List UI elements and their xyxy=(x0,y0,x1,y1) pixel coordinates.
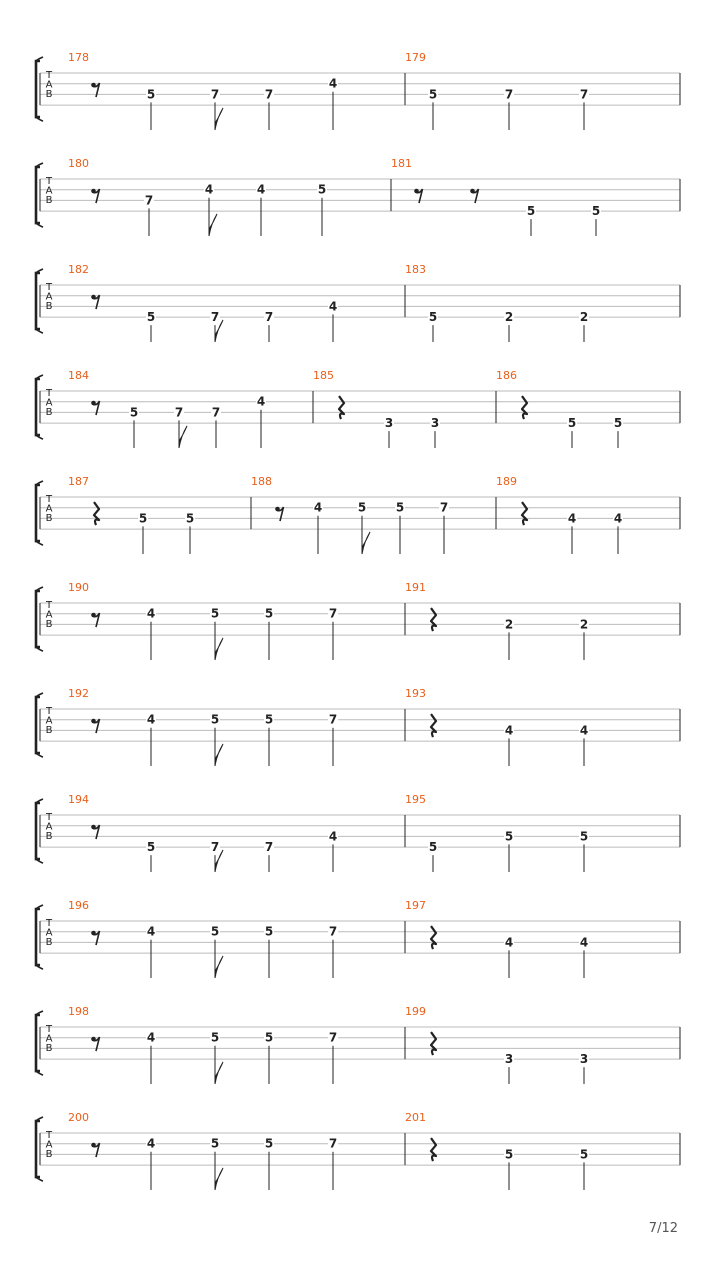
measure-number: 201 xyxy=(405,1111,426,1124)
fret-number: 4 xyxy=(579,935,589,950)
fret-number: 4 xyxy=(613,511,623,526)
note-flag xyxy=(215,638,223,660)
tab-clef-letter: B xyxy=(45,195,53,206)
measure-number: 192 xyxy=(68,687,89,700)
fret-number: 5 xyxy=(579,829,589,844)
tab-clef-letter: A xyxy=(45,715,53,727)
tab-clef-letter: A xyxy=(45,609,53,621)
tab-clef-letter: T xyxy=(45,706,53,717)
quarter-rest xyxy=(431,1032,436,1055)
eighth-rest xyxy=(470,189,478,203)
fret-number: 5 xyxy=(138,511,148,526)
tab-clef-letter: A xyxy=(45,1033,53,1045)
fret-number: 7 xyxy=(264,840,274,855)
system-bracket xyxy=(36,273,40,329)
measure-number: 197 xyxy=(405,899,426,912)
eighth-rest xyxy=(91,401,99,415)
note-flag xyxy=(215,1062,223,1084)
measure-number: 185 xyxy=(313,369,334,382)
tab-system xyxy=(36,687,680,766)
fret-number: 5 xyxy=(210,1136,220,1151)
tab-system xyxy=(36,581,680,660)
note-flag xyxy=(209,214,217,236)
fret-number: 5 xyxy=(613,416,623,431)
eighth-rest xyxy=(91,931,99,945)
fret-number: 5 xyxy=(264,1136,274,1151)
eighth-rest xyxy=(91,83,99,97)
fret-number: 4 xyxy=(146,606,156,621)
tab-clef-letter: B xyxy=(45,937,53,948)
tab-clef-letter: B xyxy=(45,725,53,736)
fret-number: 4 xyxy=(146,712,156,727)
fret-number: 4 xyxy=(567,511,577,526)
page-number: 7/12 xyxy=(648,1221,678,1236)
fret-number: 2 xyxy=(504,617,514,632)
eighth-rest xyxy=(275,507,283,521)
fret-number: 2 xyxy=(504,310,514,325)
fret-number: 5 xyxy=(146,310,156,325)
system-bracket xyxy=(36,1015,40,1071)
note-flag xyxy=(362,532,370,554)
measure-number: 179 xyxy=(405,51,426,64)
fret-number: 7 xyxy=(264,87,274,102)
fret-number: 4 xyxy=(328,76,338,91)
eighth-rest xyxy=(91,825,99,839)
tab-system xyxy=(36,475,680,554)
fret-number: 5 xyxy=(395,500,405,515)
system-bracket xyxy=(36,803,40,859)
measure-number: 195 xyxy=(405,793,426,806)
note-flag xyxy=(179,426,187,448)
tab-clef-letter: A xyxy=(45,79,53,91)
tab-system xyxy=(36,899,680,978)
measure-number: 184 xyxy=(68,369,89,382)
fret-number: 7 xyxy=(210,87,220,102)
fret-number: 5 xyxy=(591,204,601,219)
eighth-rest xyxy=(91,1143,99,1157)
system-bracket xyxy=(36,591,40,647)
system-bracket xyxy=(36,1121,40,1177)
system-bracket xyxy=(36,909,40,965)
fret-number: 7 xyxy=(579,87,589,102)
system-bracket xyxy=(36,697,40,753)
fret-number: 5 xyxy=(146,840,156,855)
fret-number: 7 xyxy=(504,87,514,102)
fret-number: 5 xyxy=(264,712,274,727)
measure-number: 194 xyxy=(68,793,89,806)
tab-clef-letter: A xyxy=(45,503,53,515)
tab-clef-letter: B xyxy=(45,513,53,524)
fret-number: 5 xyxy=(210,712,220,727)
fret-number: 4 xyxy=(204,182,214,197)
fret-number: 5 xyxy=(210,924,220,939)
tab-system xyxy=(36,263,680,342)
eighth-rest xyxy=(414,189,422,203)
fret-number: 5 xyxy=(526,204,536,219)
quarter-rest xyxy=(522,396,527,419)
measure-number: 187 xyxy=(68,475,89,488)
tab-clef-letter: T xyxy=(45,600,53,611)
tab-system xyxy=(36,1005,680,1084)
fret-number: 5 xyxy=(210,1030,220,1045)
fret-number: 7 xyxy=(174,405,184,420)
measure-number: 181 xyxy=(391,157,412,170)
fret-number: 3 xyxy=(504,1052,514,1067)
fret-number: 4 xyxy=(328,299,338,314)
quarter-rest xyxy=(431,926,436,949)
measure-number: 182 xyxy=(68,263,89,276)
fret-number: 7 xyxy=(328,1030,338,1045)
quarter-rest xyxy=(431,608,436,631)
fret-number: 3 xyxy=(430,416,440,431)
note-flag xyxy=(215,744,223,766)
fret-number: 7 xyxy=(264,310,274,325)
fret-number: 7 xyxy=(328,924,338,939)
quarter-rest xyxy=(94,502,99,525)
tab-clef-letter: T xyxy=(45,1024,53,1035)
system-bracket xyxy=(36,167,40,223)
fret-number: 5 xyxy=(129,405,139,420)
fret-number: 5 xyxy=(567,416,577,431)
fret-number: 7 xyxy=(439,500,449,515)
fret-number: 4 xyxy=(313,500,323,515)
measure-number: 191 xyxy=(405,581,426,594)
system-bracket xyxy=(36,379,40,435)
fret-number: 5 xyxy=(579,1147,589,1162)
tab-clef-letter: B xyxy=(45,89,53,100)
tab-clef-letter: B xyxy=(45,407,53,418)
tab-clef-letter: B xyxy=(45,619,53,630)
fret-number: 4 xyxy=(504,723,514,738)
fret-number: 2 xyxy=(579,617,589,632)
tab-clef-letter: B xyxy=(45,831,53,842)
measure-number: 178 xyxy=(68,51,89,64)
tab-clef-letter: T xyxy=(45,494,53,505)
measure-number: 200 xyxy=(68,1111,89,1124)
tab-clef-letter: T xyxy=(45,812,53,823)
fret-number: 7 xyxy=(211,405,221,420)
fret-number: 4 xyxy=(256,182,266,197)
system-bracket xyxy=(36,485,40,541)
eighth-rest xyxy=(91,295,99,309)
tab-clef-letter: T xyxy=(45,70,53,81)
tab-clef-letter: T xyxy=(45,176,53,187)
tab-clef-letter: T xyxy=(45,1130,53,1141)
measure-number: 198 xyxy=(68,1005,89,1018)
tab-clef-letter: T xyxy=(45,388,53,399)
note-flag xyxy=(215,956,223,978)
fret-number: 5 xyxy=(357,500,367,515)
tab-clef-letter: A xyxy=(45,1139,53,1151)
measure-number: 188 xyxy=(251,475,272,488)
fret-number: 5 xyxy=(504,829,514,844)
tab-system xyxy=(36,369,680,448)
measure-number: 180 xyxy=(68,157,89,170)
note-flag xyxy=(215,108,223,130)
fret-number: 5 xyxy=(504,1147,514,1162)
measure-number: 183 xyxy=(405,263,426,276)
tab-clef-letter: A xyxy=(45,927,53,939)
fret-number: 7 xyxy=(328,606,338,621)
measure-number: 189 xyxy=(496,475,517,488)
fret-number: 4 xyxy=(328,829,338,844)
tab-clef-letter: A xyxy=(45,397,53,409)
tab-clef-letter: B xyxy=(45,1149,53,1160)
tab-system xyxy=(36,51,680,130)
tab-clef-letter: B xyxy=(45,301,53,312)
fret-number: 4 xyxy=(256,394,266,409)
fret-number: 7 xyxy=(210,840,220,855)
tab-clef-letter: T xyxy=(45,918,53,929)
measure-number: 186 xyxy=(496,369,517,382)
quarter-rest xyxy=(431,714,436,737)
tab-clef-letter: A xyxy=(45,821,53,833)
fret-number: 4 xyxy=(579,723,589,738)
fret-number: 4 xyxy=(504,935,514,950)
eighth-rest xyxy=(91,1037,99,1051)
fret-number: 4 xyxy=(146,924,156,939)
eighth-rest xyxy=(91,189,99,203)
note-flag xyxy=(215,1168,223,1190)
eighth-rest xyxy=(91,719,99,733)
fret-number: 7 xyxy=(328,1136,338,1151)
measure-number: 193 xyxy=(405,687,426,700)
measure-number: 190 xyxy=(68,581,89,594)
tab-clef-letter: A xyxy=(45,185,53,197)
fret-number: 5 xyxy=(317,182,327,197)
fret-number: 5 xyxy=(210,606,220,621)
tab-system xyxy=(36,1111,680,1190)
system-bracket xyxy=(36,61,40,117)
fret-number: 5 xyxy=(428,87,438,102)
measure-number: 199 xyxy=(405,1005,426,1018)
eighth-rest xyxy=(91,613,99,627)
fret-number: 7 xyxy=(144,193,154,208)
quarter-rest xyxy=(431,1138,436,1161)
fret-number: 5 xyxy=(146,87,156,102)
fret-number: 3 xyxy=(384,416,394,431)
fret-number: 5 xyxy=(264,1030,274,1045)
fret-number: 5 xyxy=(264,606,274,621)
quarter-rest xyxy=(522,502,527,525)
fret-number: 4 xyxy=(146,1030,156,1045)
tab-clef-letter: B xyxy=(45,1043,53,1054)
measure-number: 196 xyxy=(68,899,89,912)
tab-system xyxy=(36,793,680,872)
fret-number: 5 xyxy=(428,310,438,325)
quarter-rest xyxy=(339,396,344,419)
fret-number: 5 xyxy=(185,511,195,526)
fret-number: 4 xyxy=(146,1136,156,1151)
fret-number: 3 xyxy=(579,1052,589,1067)
tab-clef-letter: A xyxy=(45,291,53,303)
fret-number: 2 xyxy=(579,310,589,325)
tab-system xyxy=(36,157,680,236)
fret-number: 5 xyxy=(428,840,438,855)
tab-clef-letter: T xyxy=(45,282,53,293)
fret-number: 7 xyxy=(210,310,220,325)
fret-number: 5 xyxy=(264,924,274,939)
fret-number: 7 xyxy=(328,712,338,727)
